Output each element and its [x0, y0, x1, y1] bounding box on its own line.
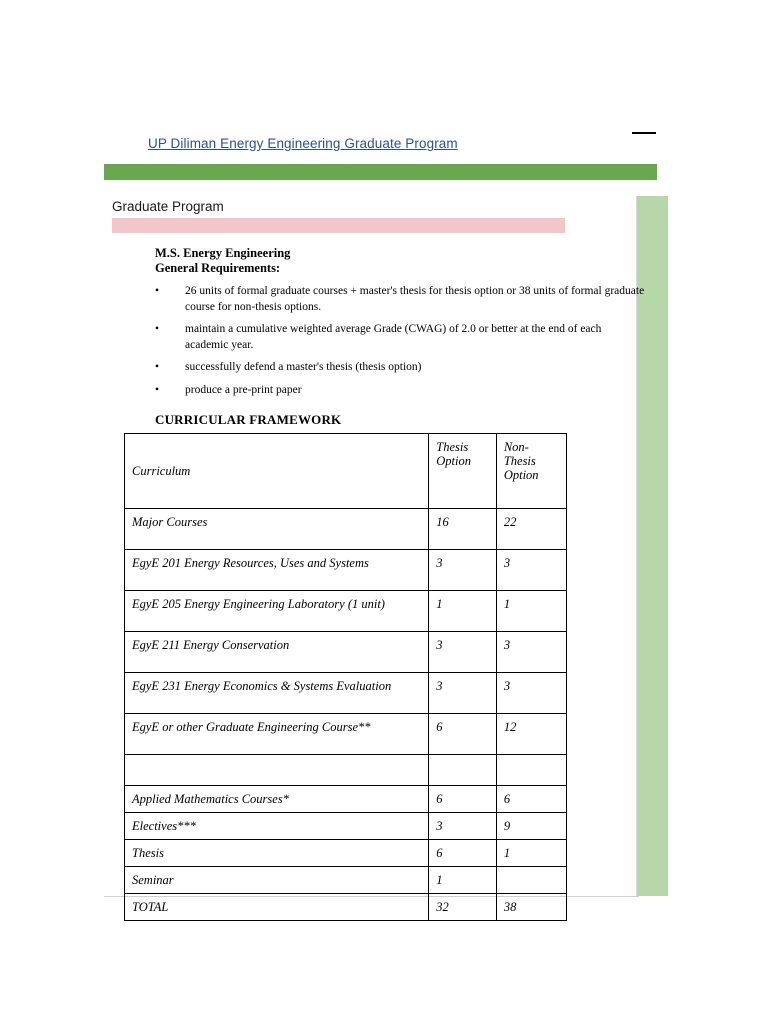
- table-row: [125, 714, 567, 755]
- row-name: [125, 755, 429, 786]
- row-non-thesis-value: 1: [496, 840, 566, 867]
- bullet-icon: •: [155, 361, 160, 373]
- row-name: TOTAL: [125, 894, 429, 921]
- green-header-bar: [104, 164, 657, 180]
- list-item: [155, 284, 645, 315]
- table-row: [125, 550, 567, 591]
- row-thesis-value: 1: [429, 591, 497, 632]
- pink-highlight-bar: [112, 218, 565, 233]
- program-title: M.S. Energy Engineering: [155, 246, 291, 260]
- row-name: Thesis: [125, 840, 429, 867]
- row-non-thesis-value: 6: [496, 786, 566, 813]
- row-name: EgyE 205 Energy Engineering Laboratory (1 unit): [125, 591, 429, 632]
- row-non-thesis-value: [496, 867, 566, 894]
- list-item-text: produce a pre-print paper: [185, 383, 302, 396]
- row-thesis-value: 3: [429, 813, 497, 840]
- bullet-icon: •: [155, 323, 160, 335]
- table-header-non-thesis-option: Non-Thesis Option: [496, 434, 566, 509]
- row-name: Electives***: [125, 813, 429, 840]
- row-name: EgyE 201 Energy Resources, Uses and Systems: [125, 550, 429, 591]
- row-thesis-value: 6: [429, 714, 497, 755]
- row-thesis-value: 16: [429, 509, 497, 550]
- row-non-thesis-value: 3: [496, 632, 566, 673]
- row-non-thesis-value: 9: [496, 813, 566, 840]
- row-name: EgyE 231 Energy Economics & Systems Evaluation: [125, 673, 429, 714]
- table-row-spacer: [125, 755, 567, 786]
- row-name: Major Courses: [125, 509, 429, 550]
- row-name: EgyE or other Graduate Engineering Course**: [125, 714, 429, 755]
- general-requirements-label: General Requirements:: [155, 261, 281, 275]
- row-non-thesis-value: [496, 755, 566, 786]
- bullet-icon: •: [155, 285, 160, 297]
- row-thesis-value: 1: [429, 867, 497, 894]
- table-header-row: [125, 434, 567, 509]
- table-row: [125, 509, 567, 550]
- row-thesis-value: 3: [429, 673, 497, 714]
- corner-dash-mark: [632, 132, 656, 134]
- row-thesis-value: 6: [429, 840, 497, 867]
- document-title-link[interactable]: UP Diliman Energy Engineering Graduate Program: [148, 136, 458, 151]
- table-row-total: [125, 894, 567, 921]
- list-item: [155, 322, 645, 353]
- row-thesis-value: [429, 755, 497, 786]
- list-item: [155, 383, 645, 399]
- curriculum-table: [124, 433, 567, 921]
- table-row: [125, 632, 567, 673]
- table-header-curriculum: Curriculum: [125, 434, 429, 509]
- row-name: Seminar: [125, 867, 429, 894]
- row-non-thesis-value: 12: [496, 714, 566, 755]
- row-name: Applied Mathematics Courses*: [125, 786, 429, 813]
- table-row: [125, 786, 567, 813]
- table-header-thesis-option: Thesis Option: [429, 434, 497, 509]
- table-row: [125, 867, 567, 894]
- table-row: [125, 673, 567, 714]
- list-item-text: maintain a cumulative weighted average Grade (CWAG) of 2.0 or better at the end of each academic year.: [185, 323, 602, 351]
- row-non-thesis-value: 1: [496, 591, 566, 632]
- table-row: [125, 591, 567, 632]
- list-item-text: successfully defend a master's thesis (thesis option): [185, 361, 422, 373]
- section-heading: Graduate Program: [112, 199, 224, 214]
- bullet-icon: •: [155, 383, 160, 396]
- list-item: [155, 360, 645, 376]
- table-row: [125, 813, 567, 840]
- row-non-thesis-value: 3: [496, 673, 566, 714]
- requirements-list: [155, 284, 645, 398]
- table-row: [125, 840, 567, 867]
- row-thesis-value: 32: [429, 894, 497, 921]
- row-thesis-value: 3: [429, 632, 497, 673]
- row-thesis-value: 3: [429, 550, 497, 591]
- content-block: [155, 246, 645, 428]
- list-item-text: 26 units of formal graduate courses + master's thesis for thesis option or 38 units of formal graduate course for non-thesis options.: [185, 285, 645, 313]
- row-non-thesis-value: 22: [496, 509, 566, 550]
- row-name: EgyE 211 Energy Conservation: [125, 632, 429, 673]
- row-non-thesis-value: 38: [496, 894, 566, 921]
- row-thesis-value: 6: [429, 786, 497, 813]
- row-non-thesis-value: 3: [496, 550, 566, 591]
- curricular-framework-heading: CURRICULAR FRAMEWORK: [155, 412, 342, 427]
